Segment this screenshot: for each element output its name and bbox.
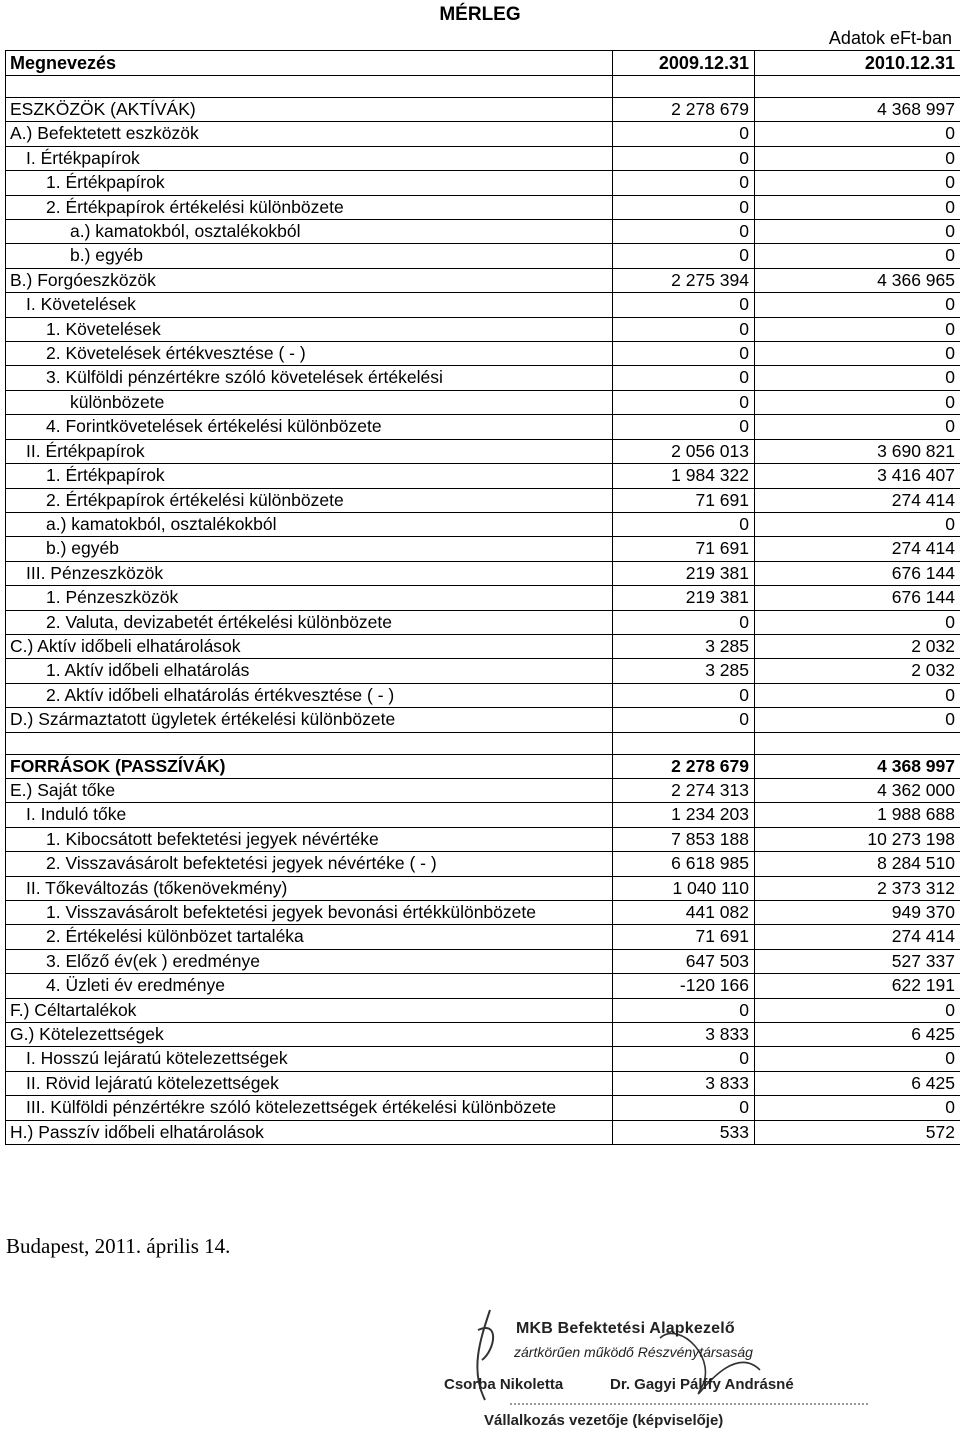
value-2009: 2 275 394 (613, 268, 755, 292)
table-row (6, 949, 960, 973)
blank-row (6, 76, 960, 98)
row-label: 1. Aktív időbeli elhatárolás (6, 659, 613, 683)
table-row (6, 1120, 960, 1144)
column-header-2009: 2009.12.31 (613, 51, 755, 76)
table-row (6, 366, 960, 390)
signatory-2: Dr. Gagyi Pálffy Andrásné (610, 1376, 794, 1393)
row-label: I. Hosszú lejáratú kötelezettségek (6, 1047, 613, 1071)
row-label: a.) kamatokból, osztalékokból (6, 220, 613, 244)
value-2009: 3 833 (613, 1071, 755, 1095)
row-label: 1. Pénzeszközök (6, 586, 613, 610)
value-2010: 0 (755, 366, 960, 390)
unit-note: Adatok eFt-ban (828, 28, 952, 48)
value-2010: 676 144 (755, 586, 960, 610)
value-2010: 527 337 (755, 949, 960, 973)
row-label: 4. Üzleti év eredménye (6, 974, 613, 998)
row-label: 1. Értékpapírok (6, 171, 613, 195)
table-row (6, 1096, 960, 1120)
value-2010 (755, 732, 960, 754)
row-label: a.) kamatokból, osztalékokból (6, 512, 613, 536)
value-2009: 0 (613, 244, 755, 268)
row-label: 2. Visszavásárolt befektetési jegyek névértéke ( - ) (6, 852, 613, 876)
table-row (6, 537, 960, 561)
value-2009: 1 984 322 (613, 464, 755, 488)
value-2009: 0 (613, 390, 755, 414)
value-2010: 4 366 965 (755, 268, 960, 292)
table-row (6, 852, 960, 876)
value-2009: 2 278 679 (613, 754, 755, 778)
row-label: B.) Forgóeszközök (6, 268, 613, 292)
value-2009: 0 (613, 293, 755, 317)
column-header-name: Megnevezés (6, 51, 613, 76)
value-2009: 533 (613, 1120, 755, 1144)
value-2010: 1 988 688 (755, 803, 960, 827)
table-row (6, 146, 960, 170)
table-row (6, 220, 960, 244)
table-row (6, 1047, 960, 1071)
table-row (6, 610, 960, 634)
stamp-company-line2: zártkörűen működő Részvénytársaság (514, 1344, 753, 1360)
value-2009: 71 691 (613, 488, 755, 512)
value-2009 (613, 732, 755, 754)
value-2010: 2 032 (755, 659, 960, 683)
table-row (6, 659, 960, 683)
value-2009: 7 853 188 (613, 827, 755, 851)
table-row (6, 561, 960, 585)
value-2010: 676 144 (755, 561, 960, 585)
value-2010: 4 362 000 (755, 778, 960, 802)
value-2009: 0 (613, 171, 755, 195)
value-2010: 6 425 (755, 1023, 960, 1047)
value-2010: 0 (755, 293, 960, 317)
table-row (6, 439, 960, 463)
place-date: Budapest, 2011. április 14. (6, 1234, 231, 1258)
row-label: D.) Származtatott ügyletek értékelési különbözete (6, 708, 613, 732)
table-row (6, 778, 960, 802)
value-2010: 2 373 312 (755, 876, 960, 900)
table-row (6, 974, 960, 998)
value-2010: 4 368 997 (755, 754, 960, 778)
value-2009: 0 (613, 1047, 755, 1071)
table-header-row (6, 51, 960, 76)
value-2009: 3 833 (613, 1023, 755, 1047)
table-row (6, 708, 960, 732)
value-2009: 2 274 313 (613, 778, 755, 802)
value-2010: 572 (755, 1120, 960, 1144)
row-label: 4. Forintkövetelések értékelési különbözete (6, 415, 613, 439)
row-label: III. Külföldi pénzértékre szóló kötelezettségek értékelési különbözete (6, 1096, 613, 1120)
table-row (6, 998, 960, 1022)
value-2010: 0 (755, 146, 960, 170)
row-label (6, 76, 613, 98)
table-row (6, 803, 960, 827)
row-label: ESZKÖZÖK (AKTÍVÁK) (6, 98, 613, 122)
row-label: A.) Befektetett eszközök (6, 122, 613, 146)
value-2009: 219 381 (613, 586, 755, 610)
value-2010: 0 (755, 244, 960, 268)
stamp-company-line1: MKB Befektetési Alapkezelő (516, 1320, 735, 1337)
value-2010: 0 (755, 317, 960, 341)
table-row (6, 268, 960, 292)
value-2009: 71 691 (613, 925, 755, 949)
row-label: I. Értékpapírok (6, 146, 613, 170)
value-2010 (755, 76, 960, 98)
value-2010: 0 (755, 1047, 960, 1071)
company-stamp-signature (430, 1300, 890, 1442)
table-row (6, 171, 960, 195)
value-2009: 647 503 (613, 949, 755, 973)
value-2010: 0 (755, 220, 960, 244)
value-2009: 219 381 (613, 561, 755, 585)
value-2010: 0 (755, 171, 960, 195)
row-label: különbözete (6, 390, 613, 414)
value-2009: 0 (613, 708, 755, 732)
row-label: C.) Aktív időbeli elhatárolások (6, 634, 613, 658)
page-title: MÉRLEG (439, 4, 521, 25)
value-2010: 0 (755, 708, 960, 732)
row-label: 2. Valuta, devizabetét értékelési különbözete (6, 610, 613, 634)
table-row (6, 586, 960, 610)
signatory-role: Vállalkozás vezetője (képviselője) (484, 1412, 724, 1429)
value-2009: 0 (613, 122, 755, 146)
column-header-2010: 2010.12.31 (755, 51, 960, 76)
value-2010: 0 (755, 683, 960, 707)
table-row (6, 754, 960, 778)
row-label: II. Értékpapírok (6, 439, 613, 463)
row-label: G.) Kötelezettségek (6, 1023, 613, 1047)
table-row (6, 122, 960, 146)
table-row (6, 98, 960, 122)
row-label: 3. Külföldi pénzértékre szóló követelések értékelési (6, 366, 613, 390)
value-2010: 0 (755, 610, 960, 634)
value-2010: 3 690 821 (755, 439, 960, 463)
blank-row (6, 732, 960, 754)
row-label: b.) egyéb (6, 537, 613, 561)
value-2010: 0 (755, 342, 960, 366)
value-2010: 10 273 198 (755, 827, 960, 851)
balance-sheet-table (5, 50, 960, 1145)
row-label (6, 732, 613, 754)
row-label: I. Követelések (6, 293, 613, 317)
value-2009: 0 (613, 220, 755, 244)
table-row (6, 317, 960, 341)
table-row (6, 488, 960, 512)
row-label: 1. Követelések (6, 317, 613, 341)
table-row (6, 244, 960, 268)
value-2009: 441 082 (613, 901, 755, 925)
value-2009: 0 (613, 342, 755, 366)
row-label: H.) Passzív időbeli elhatárolások (6, 1120, 613, 1144)
value-2009: 0 (613, 366, 755, 390)
row-label: 2. Értékelési különbözet tartaléka (6, 925, 613, 949)
table-row (6, 634, 960, 658)
row-label: 2. Követelések értékvesztése ( - ) (6, 342, 613, 366)
value-2010: 2 032 (755, 634, 960, 658)
row-label: b.) egyéb (6, 244, 613, 268)
table-body (6, 76, 960, 1145)
row-label: I. Induló tőke (6, 803, 613, 827)
value-2009: 6 618 985 (613, 852, 755, 876)
value-2009: 0 (613, 998, 755, 1022)
row-label: II. Rövid lejáratú kötelezettségek (6, 1071, 613, 1095)
value-2010: 0 (755, 195, 960, 219)
value-2009 (613, 76, 755, 98)
value-2009: 3 285 (613, 659, 755, 683)
value-2010: 0 (755, 512, 960, 536)
signatory-1: Csorba Nikoletta (444, 1376, 564, 1393)
table-row (6, 415, 960, 439)
value-2009: 0 (613, 317, 755, 341)
table-row (6, 464, 960, 488)
row-label: 1. Kibocsátott befektetési jegyek névértéke (6, 827, 613, 851)
value-2009: 0 (613, 415, 755, 439)
table-row (6, 1023, 960, 1047)
table-row (6, 683, 960, 707)
value-2009: 1 040 110 (613, 876, 755, 900)
row-label: 2. Értékpapírok értékelési különbözete (6, 195, 613, 219)
table-row (6, 195, 960, 219)
value-2009: 3 285 (613, 634, 755, 658)
table-row (6, 512, 960, 536)
table-row (6, 876, 960, 900)
value-2009: 0 (613, 1096, 755, 1120)
value-2010: 0 (755, 122, 960, 146)
row-label: 3. Előző év(ek ) eredménye (6, 949, 613, 973)
value-2009: 71 691 (613, 537, 755, 561)
row-label: FORRÁSOK (PASSZÍVÁK) (6, 754, 613, 778)
table-row (6, 1071, 960, 1095)
value-2010: 0 (755, 390, 960, 414)
value-2009: 0 (613, 610, 755, 634)
value-2010: 8 284 510 (755, 852, 960, 876)
value-2009: 2 278 679 (613, 98, 755, 122)
value-2010: 274 414 (755, 537, 960, 561)
table-row (6, 342, 960, 366)
row-label: III. Pénzeszközök (6, 561, 613, 585)
value-2010: 4 368 997 (755, 98, 960, 122)
table-row (6, 925, 960, 949)
value-2009: 0 (613, 195, 755, 219)
row-label: 2. Értékpapírok értékelési különbözete (6, 488, 613, 512)
value-2010: 6 425 (755, 1071, 960, 1095)
value-2009: 2 056 013 (613, 439, 755, 463)
value-2010: 0 (755, 415, 960, 439)
value-2009: -120 166 (613, 974, 755, 998)
value-2009: 1 234 203 (613, 803, 755, 827)
value-2009: 0 (613, 683, 755, 707)
row-label: E.) Saját tőke (6, 778, 613, 802)
row-label: II. Tőkeváltozás (tőkenövekmény) (6, 876, 613, 900)
row-label: 1. Visszavásárolt befektetési jegyek bevonási értékkülönbözete (6, 901, 613, 925)
table-row (6, 827, 960, 851)
value-2010: 622 191 (755, 974, 960, 998)
value-2009: 0 (613, 512, 755, 536)
value-2010: 949 370 (755, 901, 960, 925)
value-2009: 0 (613, 146, 755, 170)
table-row (6, 901, 960, 925)
table-row (6, 390, 960, 414)
value-2010: 0 (755, 998, 960, 1022)
row-label: F.) Céltartalékok (6, 998, 613, 1022)
row-label: 1. Értékpapírok (6, 464, 613, 488)
table-row (6, 293, 960, 317)
value-2010: 274 414 (755, 925, 960, 949)
value-2010: 274 414 (755, 488, 960, 512)
value-2010: 0 (755, 1096, 960, 1120)
row-label: 2. Aktív időbeli elhatárolás értékvesztése ( - ) (6, 683, 613, 707)
value-2010: 3 416 407 (755, 464, 960, 488)
